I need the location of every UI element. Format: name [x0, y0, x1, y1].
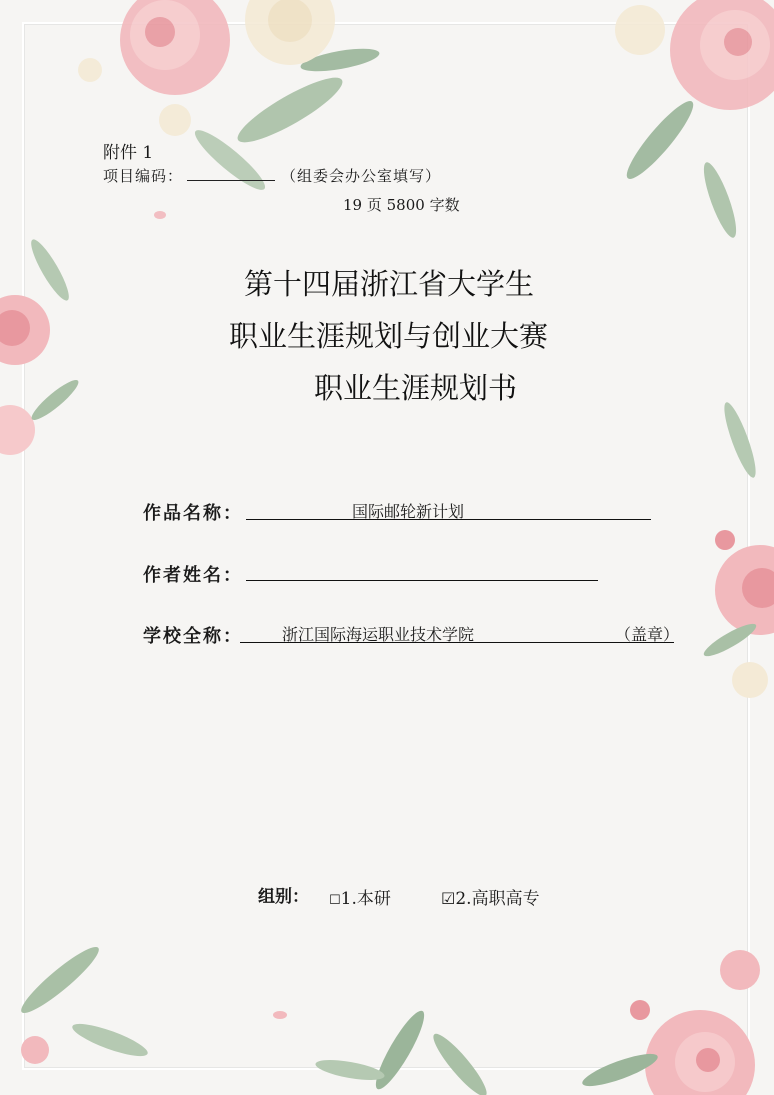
group-option-1[interactable]: [329, 884, 391, 909]
attachment-label: 附件 1: [103, 143, 154, 163]
work-name-value: 国际邮轮新计划: [352, 502, 465, 521]
page-count: 19 页 5800 字数: [343, 196, 460, 214]
author-name-line[interactable]: [246, 557, 598, 581]
title-line-3: 职业生涯规划书: [314, 371, 518, 405]
group-label: 组别：: [258, 887, 309, 907]
checkbox-checked-icon[interactable]: ☑: [441, 889, 456, 908]
school-name-label: 学校全称：: [143, 626, 243, 647]
work-name-label: 作品名称：: [143, 503, 243, 524]
checkbox-empty-icon[interactable]: ☐: [329, 893, 341, 908]
title-line-2: 职业生涯规划与创业大赛: [229, 319, 549, 353]
seal-label: （盖章）: [615, 625, 680, 644]
project-code-row: [103, 164, 441, 186]
project-code-blank[interactable]: [187, 164, 275, 181]
project-code-note: （组委会办公室填写）: [281, 167, 442, 185]
project-code-label: 项目编码：: [103, 167, 184, 185]
group-option-1-label: 1.本研: [340, 889, 391, 909]
school-name-value: 浙江国际海运职业技术学院: [282, 625, 475, 644]
author-name-label: 作者姓名：: [143, 565, 243, 586]
title-line-1: 第十四届浙江省大学生: [244, 267, 535, 301]
group-option-2[interactable]: [441, 884, 540, 909]
group-option-2-label: 2.高职高专: [455, 889, 540, 909]
